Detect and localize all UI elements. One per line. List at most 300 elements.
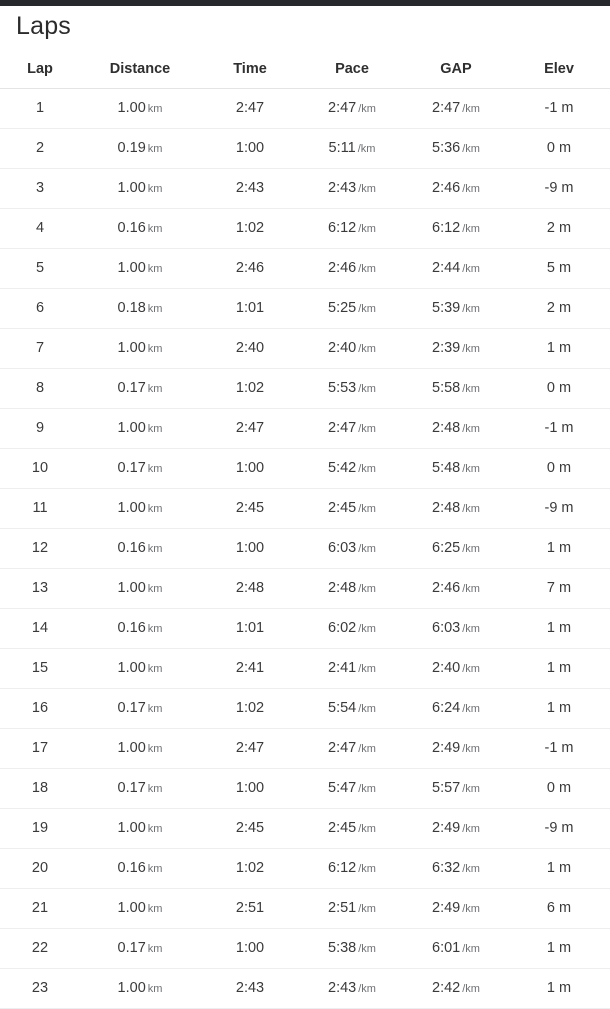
cell-distance-value: 1.00: [117, 900, 146, 916]
cell-time: [200, 409, 300, 449]
table-row[interactable]: [0, 649, 610, 689]
table-row[interactable]: [0, 769, 610, 809]
cell-time: [200, 729, 300, 769]
cell-pace-unit: /km: [358, 263, 376, 275]
cell-gap-unit: /km: [462, 623, 480, 635]
cell-lap-value: 18: [31, 780, 49, 796]
cell-gap-value: 2:46: [432, 580, 461, 596]
cell-distance-value: 0.16: [117, 540, 146, 556]
cell-elev-value: -1 m: [544, 740, 574, 756]
cell-distance: [80, 209, 200, 249]
cell-pace-unit: /km: [358, 623, 376, 635]
cell-time-value: 1:00: [235, 140, 265, 156]
cell-pace-unit: /km: [358, 983, 376, 995]
cell-time-value: 1:01: [235, 620, 265, 636]
cell-lap: [0, 569, 80, 609]
cell-gap-unit: /km: [462, 343, 480, 355]
cell-lap-value: 5: [35, 260, 45, 276]
cell-gap-value: 2:40: [432, 660, 461, 676]
cell-elev: [508, 849, 610, 889]
cell-gap: [404, 649, 508, 689]
cell-elev: [508, 169, 610, 209]
cell-pace-value: 2:45: [328, 820, 357, 836]
cell-elev-value: 5 m: [546, 260, 572, 276]
cell-elev: [508, 609, 610, 649]
cell-gap-value: 5:36: [432, 140, 461, 156]
cell-pace-unit: /km: [358, 103, 376, 115]
cell-distance: [80, 329, 200, 369]
cell-time-value: 2:48: [235, 580, 265, 596]
cell-distance-unit: km: [147, 783, 163, 795]
cell-distance-unit: km: [147, 863, 163, 875]
cell-elev-value: 2 m: [546, 300, 572, 316]
cell-distance: [80, 649, 200, 689]
cell-time-value: 2:45: [235, 820, 265, 836]
cell-pace: [300, 769, 404, 809]
table-row[interactable]: [0, 729, 610, 769]
cell-time-value: 1:02: [235, 860, 265, 876]
cell-gap-value: 2:42: [432, 980, 461, 996]
column-header-pace[interactable]: Pace: [300, 51, 404, 89]
cell-time: [200, 649, 300, 689]
cell-pace-value: 5:38: [328, 940, 357, 956]
cell-gap-unit: /km: [462, 583, 480, 595]
cell-distance-unit: km: [147, 703, 163, 715]
cell-distance: [80, 129, 200, 169]
cell-pace-unit: /km: [358, 863, 376, 875]
cell-distance: [80, 369, 200, 409]
cell-distance: [80, 489, 200, 529]
cell-pace: [300, 729, 404, 769]
cell-distance-value: 1.00: [117, 100, 146, 116]
cell-gap-unit: /km: [462, 543, 480, 555]
cell-time: [200, 89, 300, 129]
cell-time-value: 1:00: [235, 940, 265, 956]
cell-pace-value: 6:02: [328, 620, 357, 636]
cell-gap-unit: /km: [462, 103, 480, 115]
cell-pace: [300, 209, 404, 249]
cell-pace: [300, 249, 404, 289]
cell-elev-value: 1 m: [546, 340, 572, 356]
cell-gap-value: 2:47: [432, 100, 461, 116]
cell-pace-unit: /km: [358, 783, 376, 795]
cell-elev-value: 2 m: [546, 220, 572, 236]
cell-lap: [0, 889, 80, 929]
column-header-lap[interactable]: Lap: [0, 51, 80, 89]
cell-time-value: 2:47: [235, 100, 265, 116]
cell-lap-value: 2: [35, 140, 45, 156]
cell-distance: [80, 809, 200, 849]
table-row[interactable]: [0, 209, 610, 249]
cell-gap-value: 6:24: [432, 700, 461, 716]
cell-lap: [0, 369, 80, 409]
cell-elev: [508, 889, 610, 929]
cell-pace-unit: /km: [358, 343, 376, 355]
cell-distance: [80, 969, 200, 1009]
table-row[interactable]: [0, 489, 610, 529]
cell-gap: [404, 289, 508, 329]
cell-time: [200, 969, 300, 1009]
cell-lap-value: 4: [35, 220, 45, 236]
cell-pace: [300, 89, 404, 129]
cell-gap: [404, 729, 508, 769]
cell-pace-unit: /km: [358, 303, 376, 315]
cell-gap: [404, 889, 508, 929]
cell-lap-value: 8: [35, 380, 45, 396]
cell-pace: [300, 329, 404, 369]
column-header-time[interactable]: Time: [200, 51, 300, 89]
cell-gap-value: 2:49: [432, 740, 461, 756]
cell-time: [200, 289, 300, 329]
cell-distance-unit: km: [147, 503, 163, 515]
table-row[interactable]: [0, 329, 610, 369]
cell-lap-value: 12: [31, 540, 49, 556]
cell-gap: [404, 129, 508, 169]
table-row[interactable]: [0, 889, 610, 929]
cell-pace-unit: /km: [358, 823, 376, 835]
cell-pace: [300, 489, 404, 529]
cell-pace-value: 2:51: [328, 900, 357, 916]
cell-distance: [80, 729, 200, 769]
cell-gap-unit: /km: [462, 823, 480, 835]
cell-gap-unit: /km: [462, 503, 480, 515]
cell-gap: [404, 969, 508, 1009]
table-row[interactable]: [0, 129, 610, 169]
cell-lap: [0, 329, 80, 369]
cell-elev: [508, 929, 610, 969]
cell-elev-value: 0 m: [546, 780, 572, 796]
cell-elev: [508, 89, 610, 129]
cell-gap-value: 2:48: [432, 420, 461, 436]
cell-pace-unit: /km: [358, 503, 376, 515]
cell-gap-value: 2:39: [432, 340, 461, 356]
cell-distance-unit: km: [147, 463, 163, 475]
table-row[interactable]: [0, 689, 610, 729]
cell-gap: [404, 449, 508, 489]
cell-pace-unit: /km: [358, 663, 376, 675]
cell-pace-unit: /km: [358, 583, 376, 595]
cell-elev: [508, 489, 610, 529]
cell-time: [200, 449, 300, 489]
cell-pace-value: 2:47: [328, 740, 357, 756]
cell-time: [200, 929, 300, 969]
table-row[interactable]: [0, 609, 610, 649]
cell-lap: [0, 129, 80, 169]
table-row[interactable]: [0, 809, 610, 849]
page-title: Laps: [16, 12, 72, 40]
cell-gap-unit: /km: [462, 863, 480, 875]
cell-lap: [0, 249, 80, 289]
cell-gap-value: 5:57: [432, 780, 461, 796]
cell-gap-value: 2:46: [432, 180, 461, 196]
cell-distance-unit: km: [147, 943, 163, 955]
table-header: [0, 51, 610, 89]
cell-lap: [0, 689, 80, 729]
cell-pace-unit: /km: [358, 383, 376, 395]
cell-distance-value: 0.17: [117, 700, 146, 716]
cell-pace-unit: /km: [358, 423, 376, 435]
cell-lap: [0, 89, 80, 129]
cell-gap: [404, 409, 508, 449]
cell-time-value: 1:02: [235, 220, 265, 236]
cell-distance-value: 0.16: [117, 620, 146, 636]
cell-gap-unit: /km: [462, 743, 480, 755]
cell-elev: [508, 689, 610, 729]
cell-pace-value: 5:47: [328, 780, 357, 796]
cell-distance: [80, 689, 200, 729]
table-row[interactable]: [0, 529, 610, 569]
cell-pace-value: 2:47: [328, 420, 357, 436]
cell-distance: [80, 769, 200, 809]
cell-elev-value: 0 m: [546, 460, 572, 476]
cell-pace-value: 2:43: [328, 180, 357, 196]
cell-lap-value: 11: [32, 500, 48, 516]
laps-table: [0, 51, 610, 1009]
cell-distance: [80, 569, 200, 609]
cell-pace-unit: /km: [358, 943, 376, 955]
cell-pace-value: 2:45: [328, 500, 357, 516]
cell-distance-value: 1.00: [117, 340, 146, 356]
cell-pace: [300, 609, 404, 649]
cell-distance-value: 1.00: [117, 980, 146, 996]
cell-distance: [80, 249, 200, 289]
cell-elev: [508, 969, 610, 1009]
cell-time-value: 1:01: [235, 300, 265, 316]
cell-lap-value: 19: [31, 820, 49, 836]
cell-time-value: 2:47: [235, 740, 265, 756]
cell-distance-unit: km: [147, 183, 163, 195]
cell-distance-unit: km: [147, 343, 163, 355]
cell-lap: [0, 409, 80, 449]
cell-elev: [508, 209, 610, 249]
cell-elev-value: 0 m: [546, 140, 572, 156]
cell-time: [200, 689, 300, 729]
cell-gap: [404, 209, 508, 249]
cell-elev-value: 1 m: [546, 660, 572, 676]
cell-gap-value: 6:01: [432, 940, 461, 956]
cell-time-value: 2:43: [235, 180, 265, 196]
cell-distance-unit: km: [147, 823, 163, 835]
cell-gap: [404, 689, 508, 729]
cell-pace-value: 5:54: [328, 700, 357, 716]
cell-elev-value: -9 m: [544, 500, 574, 516]
cell-distance-unit: km: [147, 743, 163, 755]
cell-lap: [0, 649, 80, 689]
cell-elev-value: 0 m: [546, 380, 572, 396]
cell-elev-value: 1 m: [546, 860, 572, 876]
cell-lap: [0, 169, 80, 209]
cell-lap: [0, 529, 80, 569]
cell-pace-value: 2:43: [328, 980, 357, 996]
cell-distance: [80, 169, 200, 209]
cell-gap: [404, 89, 508, 129]
cell-pace: [300, 569, 404, 609]
cell-distance-unit: km: [147, 663, 163, 675]
cell-distance-value: 1.00: [117, 260, 146, 276]
cell-pace-value: 6:12: [328, 860, 357, 876]
table-row[interactable]: [0, 849, 610, 889]
cell-distance-unit: km: [147, 583, 163, 595]
cell-pace: [300, 409, 404, 449]
cell-pace: [300, 889, 404, 929]
cell-pace-value: 2:48: [328, 580, 357, 596]
cell-elev: [508, 329, 610, 369]
cell-pace-value: 5:53: [328, 380, 357, 396]
cell-elev-value: -9 m: [544, 820, 574, 836]
cell-pace: [300, 649, 404, 689]
cell-pace-unit: /km: [358, 463, 376, 475]
cell-time: [200, 169, 300, 209]
cell-gap: [404, 769, 508, 809]
table-row[interactable]: [0, 249, 610, 289]
cell-pace-value: 6:12: [328, 220, 357, 236]
cell-distance-value: 0.18: [117, 300, 146, 316]
cell-gap-unit: /km: [462, 303, 480, 315]
cell-pace-unit: /km: [358, 703, 376, 715]
cell-lap-value: 13: [31, 580, 49, 596]
table-body: [0, 89, 610, 1009]
cell-elev: [508, 529, 610, 569]
cell-lap-value: 22: [31, 940, 49, 956]
table-row[interactable]: [0, 409, 610, 449]
cell-pace: [300, 689, 404, 729]
cell-gap-unit: /km: [462, 223, 480, 235]
cell-distance-unit: km: [147, 903, 163, 915]
table-row[interactable]: [0, 569, 610, 609]
cell-pace: [300, 129, 404, 169]
column-header-elev[interactable]: Elev: [508, 51, 610, 89]
cell-time-value: 2:51: [235, 900, 265, 916]
cell-gap-value: 5:58: [432, 380, 461, 396]
cell-lap-value: 3: [35, 180, 45, 196]
cell-elev-value: 6 m: [546, 900, 572, 916]
table-row[interactable]: [0, 169, 610, 209]
cell-pace-unit: /km: [358, 223, 376, 235]
cell-distance-unit: km: [147, 383, 163, 395]
cell-distance: [80, 409, 200, 449]
cell-elev: [508, 649, 610, 689]
cell-gap-value: 2:48: [432, 500, 461, 516]
cell-distance: [80, 609, 200, 649]
cell-pace: [300, 289, 404, 329]
cell-lap: [0, 849, 80, 889]
cell-distance-value: 0.19: [117, 140, 146, 156]
cell-distance-value: 1.00: [117, 820, 146, 836]
cell-gap-value: 2:49: [432, 820, 461, 836]
cell-elev: [508, 129, 610, 169]
cell-gap: [404, 569, 508, 609]
cell-gap-unit: /km: [462, 983, 480, 995]
cell-pace-value: 2:46: [328, 260, 357, 276]
cell-distance-unit: km: [147, 263, 163, 275]
cell-time: [200, 809, 300, 849]
cell-distance-value: 1.00: [117, 180, 146, 196]
table-row[interactable]: [0, 969, 610, 1009]
cell-distance: [80, 889, 200, 929]
cell-gap: [404, 329, 508, 369]
cell-lap-value: 23: [31, 980, 49, 996]
cell-pace-value: 5:42: [328, 460, 357, 476]
cell-gap-unit: /km: [462, 383, 480, 395]
table-row[interactable]: [0, 289, 610, 329]
cell-gap-unit: /km: [462, 703, 480, 715]
cell-distance-value: 1.00: [117, 500, 146, 516]
cell-time: [200, 529, 300, 569]
table-row[interactable]: [0, 929, 610, 969]
cell-gap-value: 2:49: [432, 900, 461, 916]
cell-time-value: 2:41: [235, 660, 265, 676]
cell-pace-value: 5:25: [328, 300, 357, 316]
cell-time-value: 1:00: [235, 780, 265, 796]
cell-gap-value: 2:44: [432, 260, 461, 276]
cell-gap-unit: /km: [462, 943, 480, 955]
cell-gap: [404, 529, 508, 569]
column-header-distance[interactable]: Distance: [80, 51, 200, 89]
cell-time: [200, 569, 300, 609]
cell-elev: [508, 409, 610, 449]
table-header-row: [0, 51, 610, 89]
cell-time: [200, 249, 300, 289]
cell-distance: [80, 289, 200, 329]
cell-distance-value: 1.00: [117, 660, 146, 676]
cell-gap-unit: /km: [462, 183, 480, 195]
cell-gap: [404, 609, 508, 649]
cell-distance-value: 1.00: [117, 740, 146, 756]
cell-distance-unit: km: [147, 143, 163, 155]
cell-distance: [80, 929, 200, 969]
cell-elev-value: 1 m: [546, 980, 572, 996]
cell-time-value: 2:47: [235, 420, 265, 436]
cell-pace: [300, 969, 404, 1009]
cell-elev: [508, 369, 610, 409]
cell-elev-value: 1 m: [546, 540, 572, 556]
column-header-gap[interactable]: GAP: [404, 51, 508, 89]
cell-lap: [0, 449, 80, 489]
cell-elev: [508, 449, 610, 489]
cell-distance-value: 1.00: [117, 420, 146, 436]
cell-lap: [0, 969, 80, 1009]
cell-lap-value: 1: [35, 100, 45, 116]
cell-lap: [0, 609, 80, 649]
cell-gap-value: 6:12: [432, 220, 461, 236]
cell-time: [200, 209, 300, 249]
table-row[interactable]: [0, 449, 610, 489]
cell-distance-unit: km: [147, 423, 163, 435]
cell-distance: [80, 529, 200, 569]
cell-distance: [80, 449, 200, 489]
cell-time: [200, 489, 300, 529]
cell-pace: [300, 929, 404, 969]
cell-distance-unit: km: [147, 303, 163, 315]
cell-time-value: 2:46: [235, 260, 265, 276]
cell-gap: [404, 849, 508, 889]
cell-pace-unit: /km: [358, 743, 376, 755]
cell-lap-value: 6: [35, 300, 45, 316]
cell-gap-unit: /km: [462, 783, 480, 795]
cell-elev: [508, 569, 610, 609]
cell-time-value: 1:00: [235, 460, 265, 476]
table-row[interactable]: [0, 369, 610, 409]
cell-distance-unit: km: [147, 623, 163, 635]
cell-distance: [80, 849, 200, 889]
cell-elev: [508, 249, 610, 289]
cell-lap-value: 21: [31, 900, 49, 916]
table-row[interactable]: [0, 89, 610, 129]
cell-distance-unit: km: [147, 983, 163, 995]
cell-lap: [0, 809, 80, 849]
cell-distance-unit: km: [147, 103, 163, 115]
cell-lap: [0, 289, 80, 329]
